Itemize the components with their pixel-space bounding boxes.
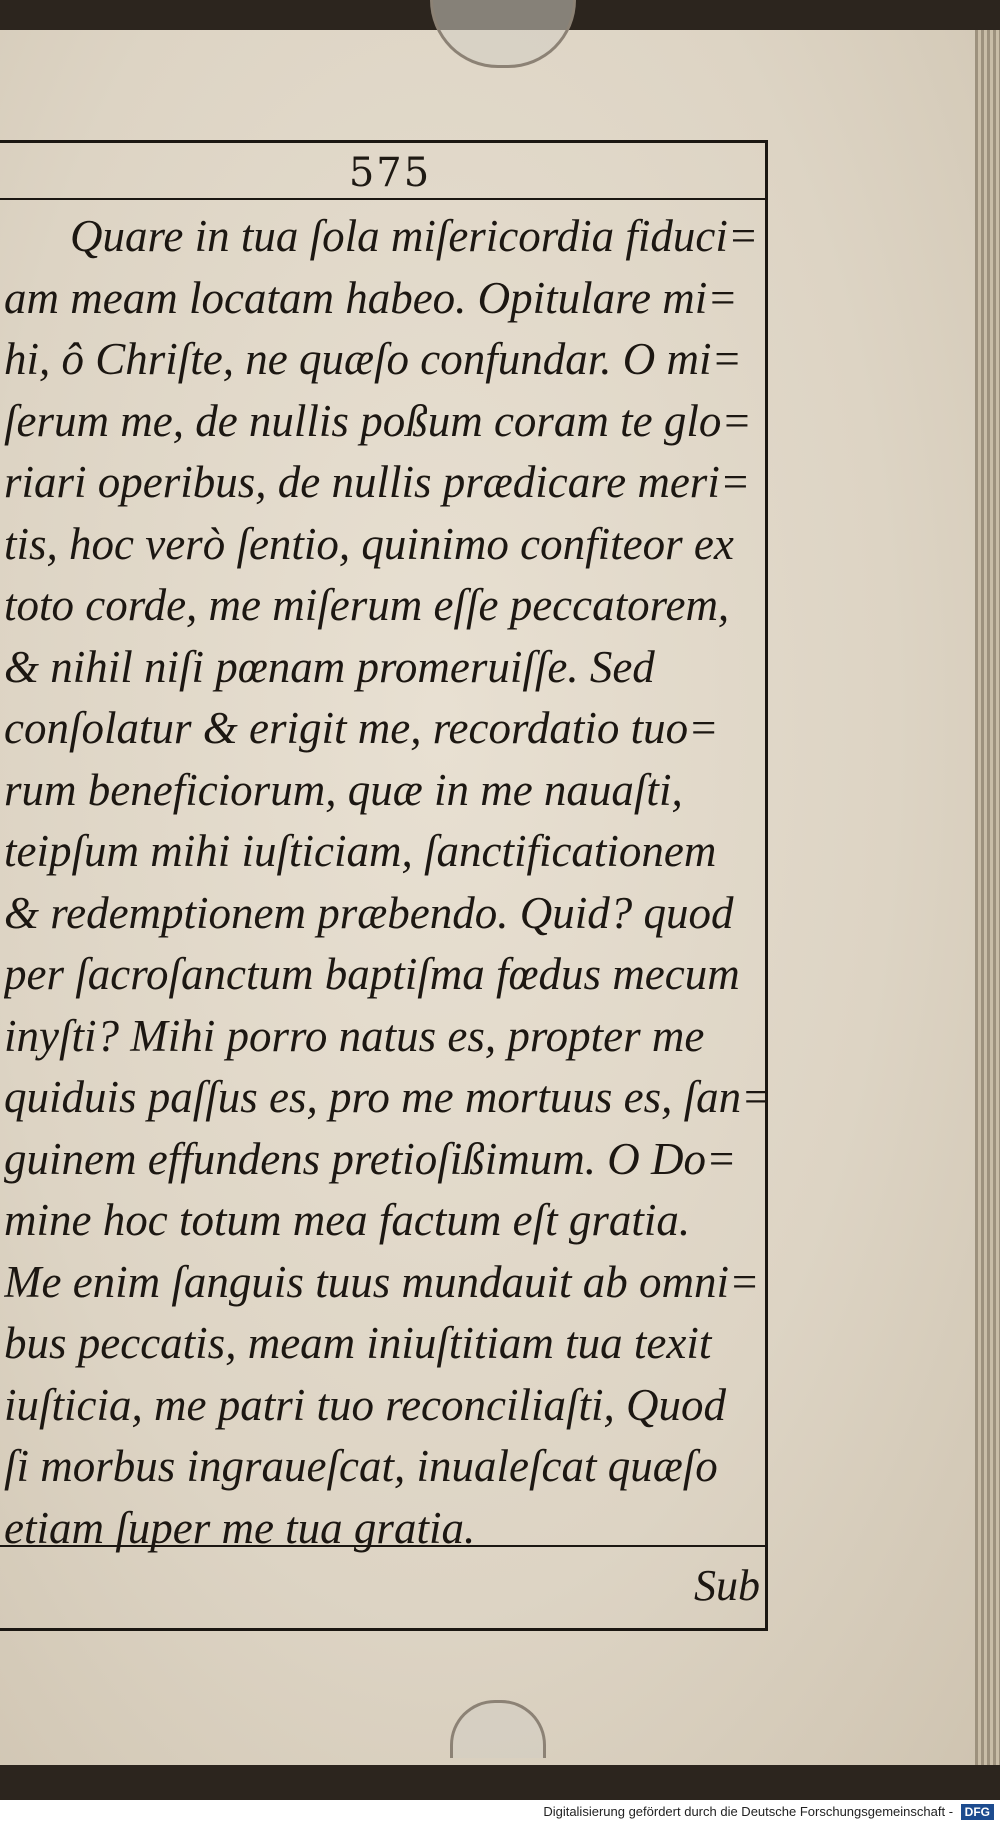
text-line: & nihil niſi pœnam promeruiſſe. Sed <box>4 641 655 692</box>
text-line: tis, hoc verò ſentio, quinimo confiteor ex <box>4 518 734 569</box>
text-line: iuſticia, me patri tuo reconciliaſti, Quod <box>4 1379 726 1430</box>
text-line: hi, ô Chriſte, ne quæſo confundar. O mi= <box>4 334 742 384</box>
dfg-logo: DFG <box>961 1804 994 1820</box>
text-line: mine hoc totum mea factum eſt gratia. <box>4 1195 691 1245</box>
text-line: ſerum me, de nullis poßum coram te glo= <box>4 395 752 446</box>
text-line: ſi morbus ingraueſcat, inualeſcat quæſo <box>4 1441 718 1491</box>
digitization-credit <box>0 1800 1000 1824</box>
text-line: quiduis paſſus es, pro me mortuus es, ſan= <box>4 1072 772 1122</box>
text-line: am meam locatam habeo. Opitulare mi= <box>4 272 738 323</box>
text-line: inyſti? Mihi porro natus es, propter me <box>4 1010 705 1061</box>
text-line: rum beneficiorum, quæ in me nauaſti, <box>4 764 683 815</box>
text-line: toto corde, me miſerum eſſe peccatorem, <box>4 580 730 630</box>
text-line: guinem effundens pretioſißimum. O Do= <box>4 1133 737 1184</box>
text-line: Quare in tua ſola miſericordia fiduci= <box>70 211 759 261</box>
text-line: bus peccatis, meam iniuſtitiam tua texit <box>4 1318 712 1368</box>
page-number: 575 <box>348 150 432 196</box>
text-line: & redemptionem præbendo. Quid? quod <box>4 887 734 938</box>
text-line: etiam ſuper me tua gratia. <box>4 1502 476 1553</box>
text-line: per ſacroſanctum baptiſma fœdus mecum <box>4 949 740 999</box>
catchword: Sub <box>694 1561 760 1610</box>
text-line: riari operibus, de nullis prædicare meri= <box>4 457 751 507</box>
text-line: conſolatur & erigit me, recordatio tuo= <box>4 703 719 753</box>
text-line: teipſum mihi iuſticiam, ſanctificationem <box>4 826 717 876</box>
header-rule <box>0 198 768 200</box>
text-line: Me enim ſanguis tuus mundauit ab omni= <box>4 1256 760 1307</box>
credit-text: Digitalisierung gefördert durch die Deutsche Forschungsgemeinschaft - <box>543 1804 954 1819</box>
page-edges <box>975 30 1000 1765</box>
